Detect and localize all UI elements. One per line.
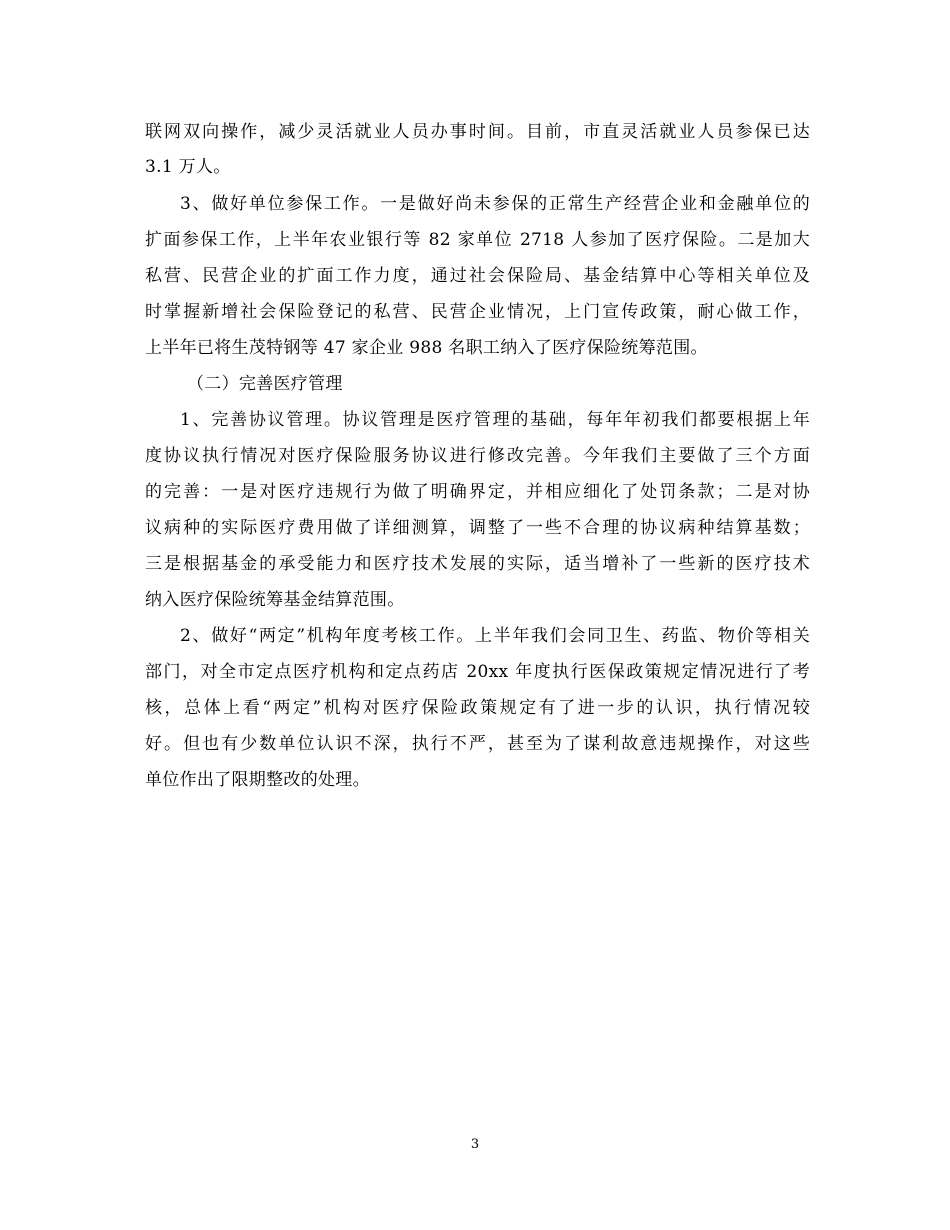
body-text-line: 议病种的实际医疗费用做了详细测算，调整了一些不合理的协议病种结算基数；: [145, 518, 810, 538]
body-text-line: 核，总体上看“两定”机构对医疗保险政策规定有了进一步的认识，执行情况较: [145, 698, 810, 718]
body-text-line: 上半年已将生茂特钢等 47 家企业 988 名职工纳入了医疗保险统筹范围。: [145, 338, 708, 358]
body-text-line: 扩面参保工作，上半年农业银行等 82 家单位 2718 人参加了医疗保险。二是加大: [145, 230, 810, 250]
body-text-line: 时掌握新增社会保险登记的私营、民营企业情况，上门宣传政策，耐心做工作，: [145, 302, 810, 322]
body-text-line: 联网双向操作，减少灵活就业人员办事时间。目前，市直灵活就业人员参保已达: [145, 122, 810, 142]
paragraph-first-line: 3、做好单位参保工作。一是做好尚未参保的正常生产经营企业和金融单位的: [180, 194, 810, 214]
paragraph-first-line: 2、做好“两定”机构年度考核工作。上半年我们会同卫生、药监、物价等相关: [180, 626, 810, 646]
section-heading: （二）完善医疗管理: [187, 374, 343, 394]
body-text-line: 纳入医疗保险统筹基金结算范围。: [145, 590, 405, 610]
page-number: 3: [470, 1137, 480, 1152]
body-text-line: 部门，对全市定点医疗机构和定点药店 20xx 年度执行医保政策规定情况进行了考: [145, 662, 810, 682]
body-text-line: 3.1 万人。: [145, 157, 231, 177]
body-text-line: 私营、民营企业的扩面工作力度，通过社会保险局、基金结算中心等相关单位及: [145, 266, 810, 286]
body-text-line: 的完善：一是对医疗违规行为做了明确界定，并相应细化了处罚条款；二是对协: [145, 482, 810, 502]
body-text-line: 单位作出了限期整改的处理。: [145, 770, 370, 790]
paragraph-first-line: 1、完善协议管理。协议管理是医疗管理的基础，每年年初我们都要根据上年: [180, 410, 810, 430]
body-text-line: 度协议执行情况对医疗保险服务协议进行修改完善。今年我们主要做了三个方面: [145, 446, 810, 466]
body-text-line: 三是根据基金的承受能力和医疗技术发展的实际，适当增补了一些新的医疗技术: [145, 554, 810, 574]
body-text-line: 好。但也有少数单位认识不深，执行不严，甚至为了谋利故意违规操作，对这些: [145, 734, 810, 754]
